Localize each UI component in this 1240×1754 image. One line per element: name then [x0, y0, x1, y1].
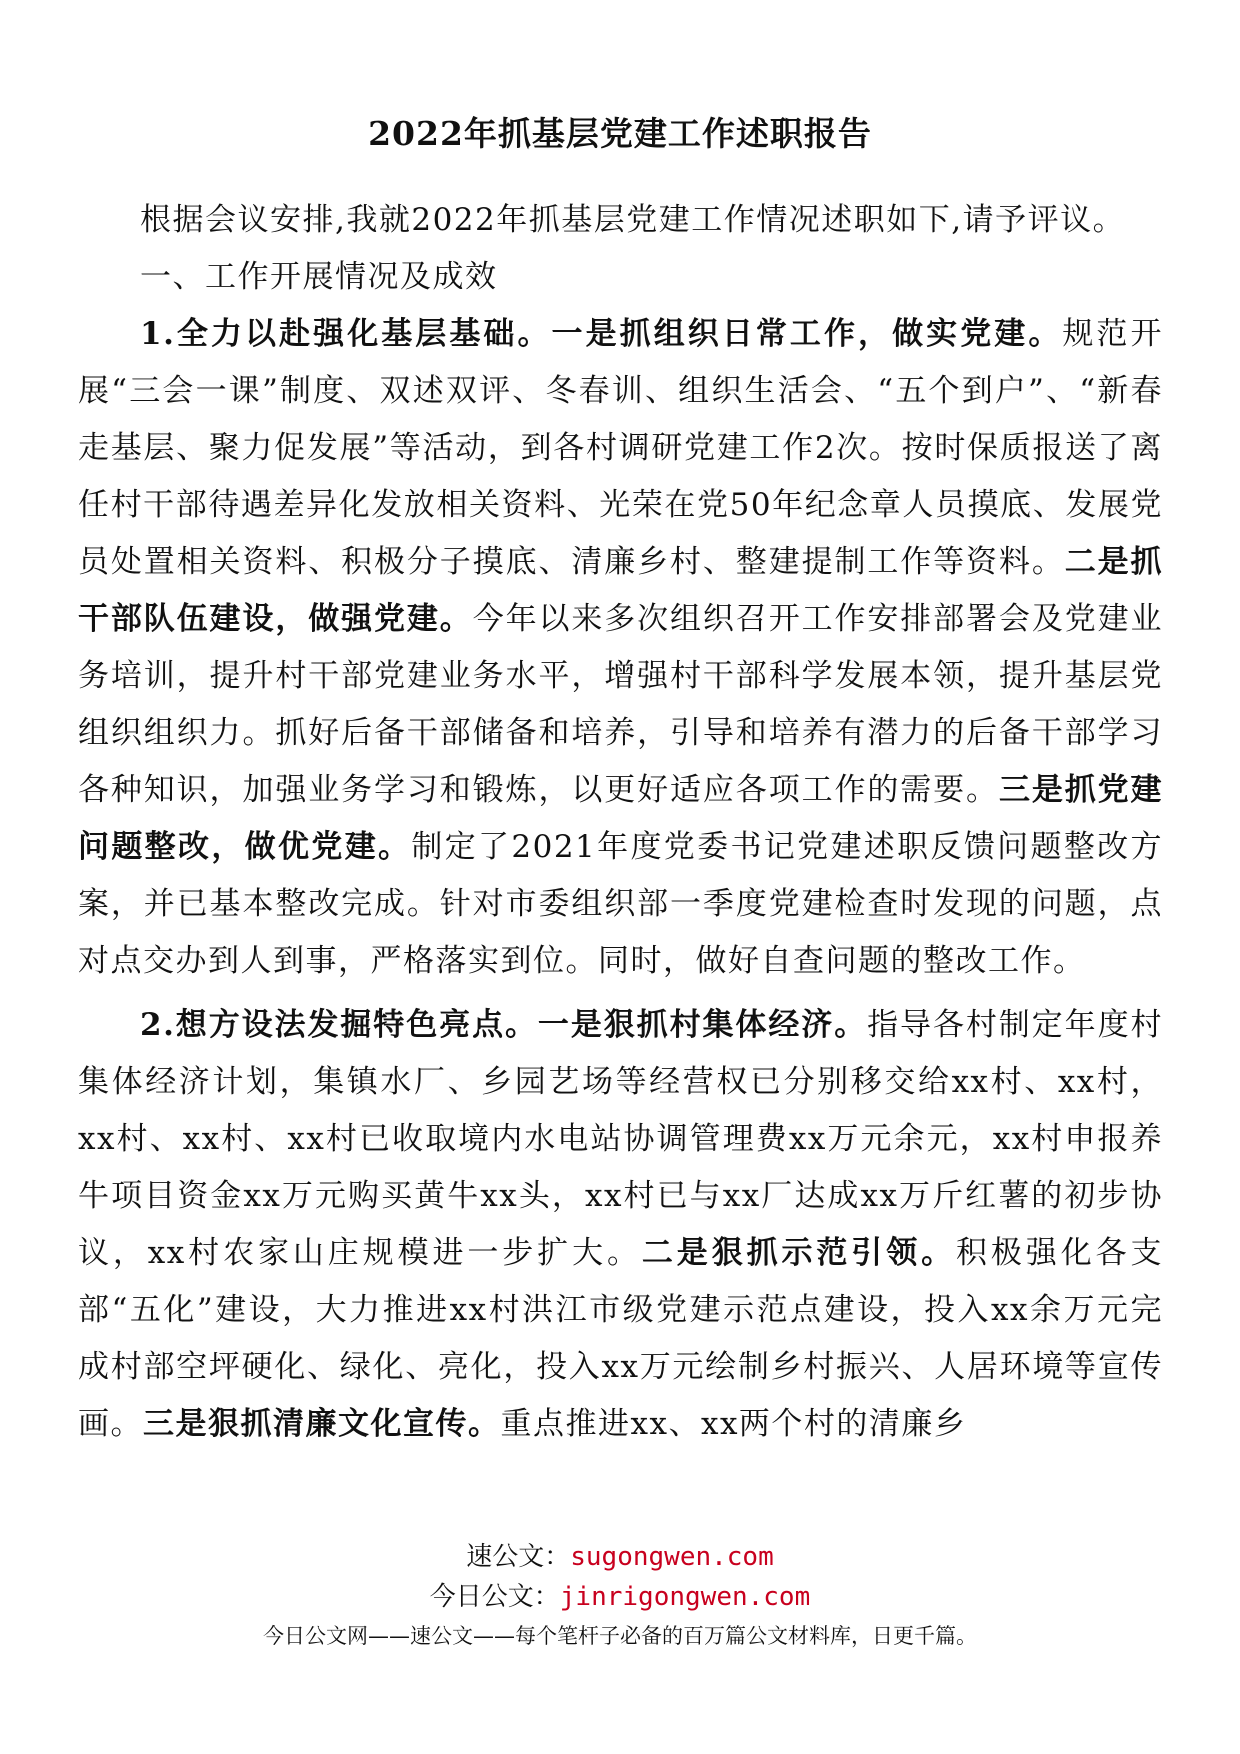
footer-line-sugongwen [0, 1537, 1240, 1577]
paragraph-1 [78, 306, 1163, 990]
paragraph-2-lead: 2.想方设法发掘特色亮点。一是狠抓村集体经济。 [140, 1007, 868, 1043]
section-heading: 一、工作开展情况及成效 [140, 259, 498, 295]
footer-link-jinrigongwen[interactable]: jinrigongwen.com [559, 1582, 811, 1612]
paragraph-1-text-1: 规范开展“三会一课”制度、双述双评、冬春训、组织生活会、“五个到户”、“新春走基层、聚力促发展”等活动，到各村调研党建工作2次。按时保质报送了离任村干部待遇差异化发放相关资料、光荣在党50年纪念章人员摸底、发展党员处置相关资料、积极分子摸底、清廉乡村、整建提制工作等资料。 [78, 316, 1163, 580]
paragraph-1-text-2: 今年以来多次组织召开工作安排部署会及党建业务培训，提升村干部党建业务水平，增强村干部科学发展本领，提升基层党组织组织力。抓好后备干部储备和培养，引导和培养有潜力的后备干部学习各种知识，加强业务学习和锻炼，以更好适应各项工作的需要。 [78, 601, 1163, 808]
paragraph-1-bold-2: 二是抓干部队伍建设，做强党建。 [78, 544, 1163, 637]
footer-slogan: 今日公文网——速公文——每个笔杆子必备的百万篇公文材料库，日更千篇。 [263, 1624, 977, 1648]
footer-link-sugongwen[interactable]: sugongwen.com [570, 1542, 774, 1572]
intro-paragraph: 根据会议安排,我就2022年抓基层党建工作情况述职如下,请予评议。 [140, 202, 1126, 238]
paragraph-2-text-3: 重点推进xx、xx两个村的清廉乡 [500, 1406, 967, 1442]
paragraph-1-lead: 1.全力以赴强化基层基础。一是抓组织日常工作，做实党建。 [140, 316, 1063, 352]
paragraph-2 [78, 997, 1163, 1453]
paragraph-2-text-1: 指导各村制定年度村集体经济计划，集镇水厂、乡园艺场等经营权已分别移交给xx村、xx村，xx村、xx村、xx村已收取境内水电站协调管理费xx万元余元，xx村申报养牛项目资金xx万元购买黄牛xx头，xx村已与xx厂达成xx万斤红薯的初步协议，xx村农家山庄规模进一步扩大。 [78, 1007, 1163, 1271]
footer-line-jinrigongwen [0, 1577, 1240, 1617]
document-body [78, 192, 1163, 1453]
paragraph-2-bold-2: 二是狠抓示范引领。 [641, 1235, 956, 1271]
footer-label-sugongwen: 速公文： [466, 1542, 571, 1572]
footer-label-jinrigongwen: 今日公文： [429, 1582, 560, 1612]
paragraph-2-bold-3: 三是狠抓清廉文化宣传。 [143, 1406, 501, 1442]
paragraph-1-text-3: 制定了2021年度党委书记党建述职反馈问题整改方案，并已基本整改完成。针对市委组织部一季度党建检查时发现的问题，点对点交办到人到事，严格落实到位。同时，做好自查问题的整改工作。 [78, 829, 1164, 979]
document-title: 2022年抓基层党建工作述职报告 [368, 114, 872, 153]
paragraph-2-text-2: 积极强化各支部“五化”建设，大力推进xx村洪江市级党建示范点建设，投入xx余万元完成村部空坪硬化、绿化、亮化，投入xx万元绘制乡村振兴、人居环境等宣传画。 [78, 1235, 1164, 1442]
paragraph-1-bold-3: 三是抓党建问题整改，做优党建。 [78, 772, 1163, 865]
page-footer [0, 1537, 1240, 1653]
